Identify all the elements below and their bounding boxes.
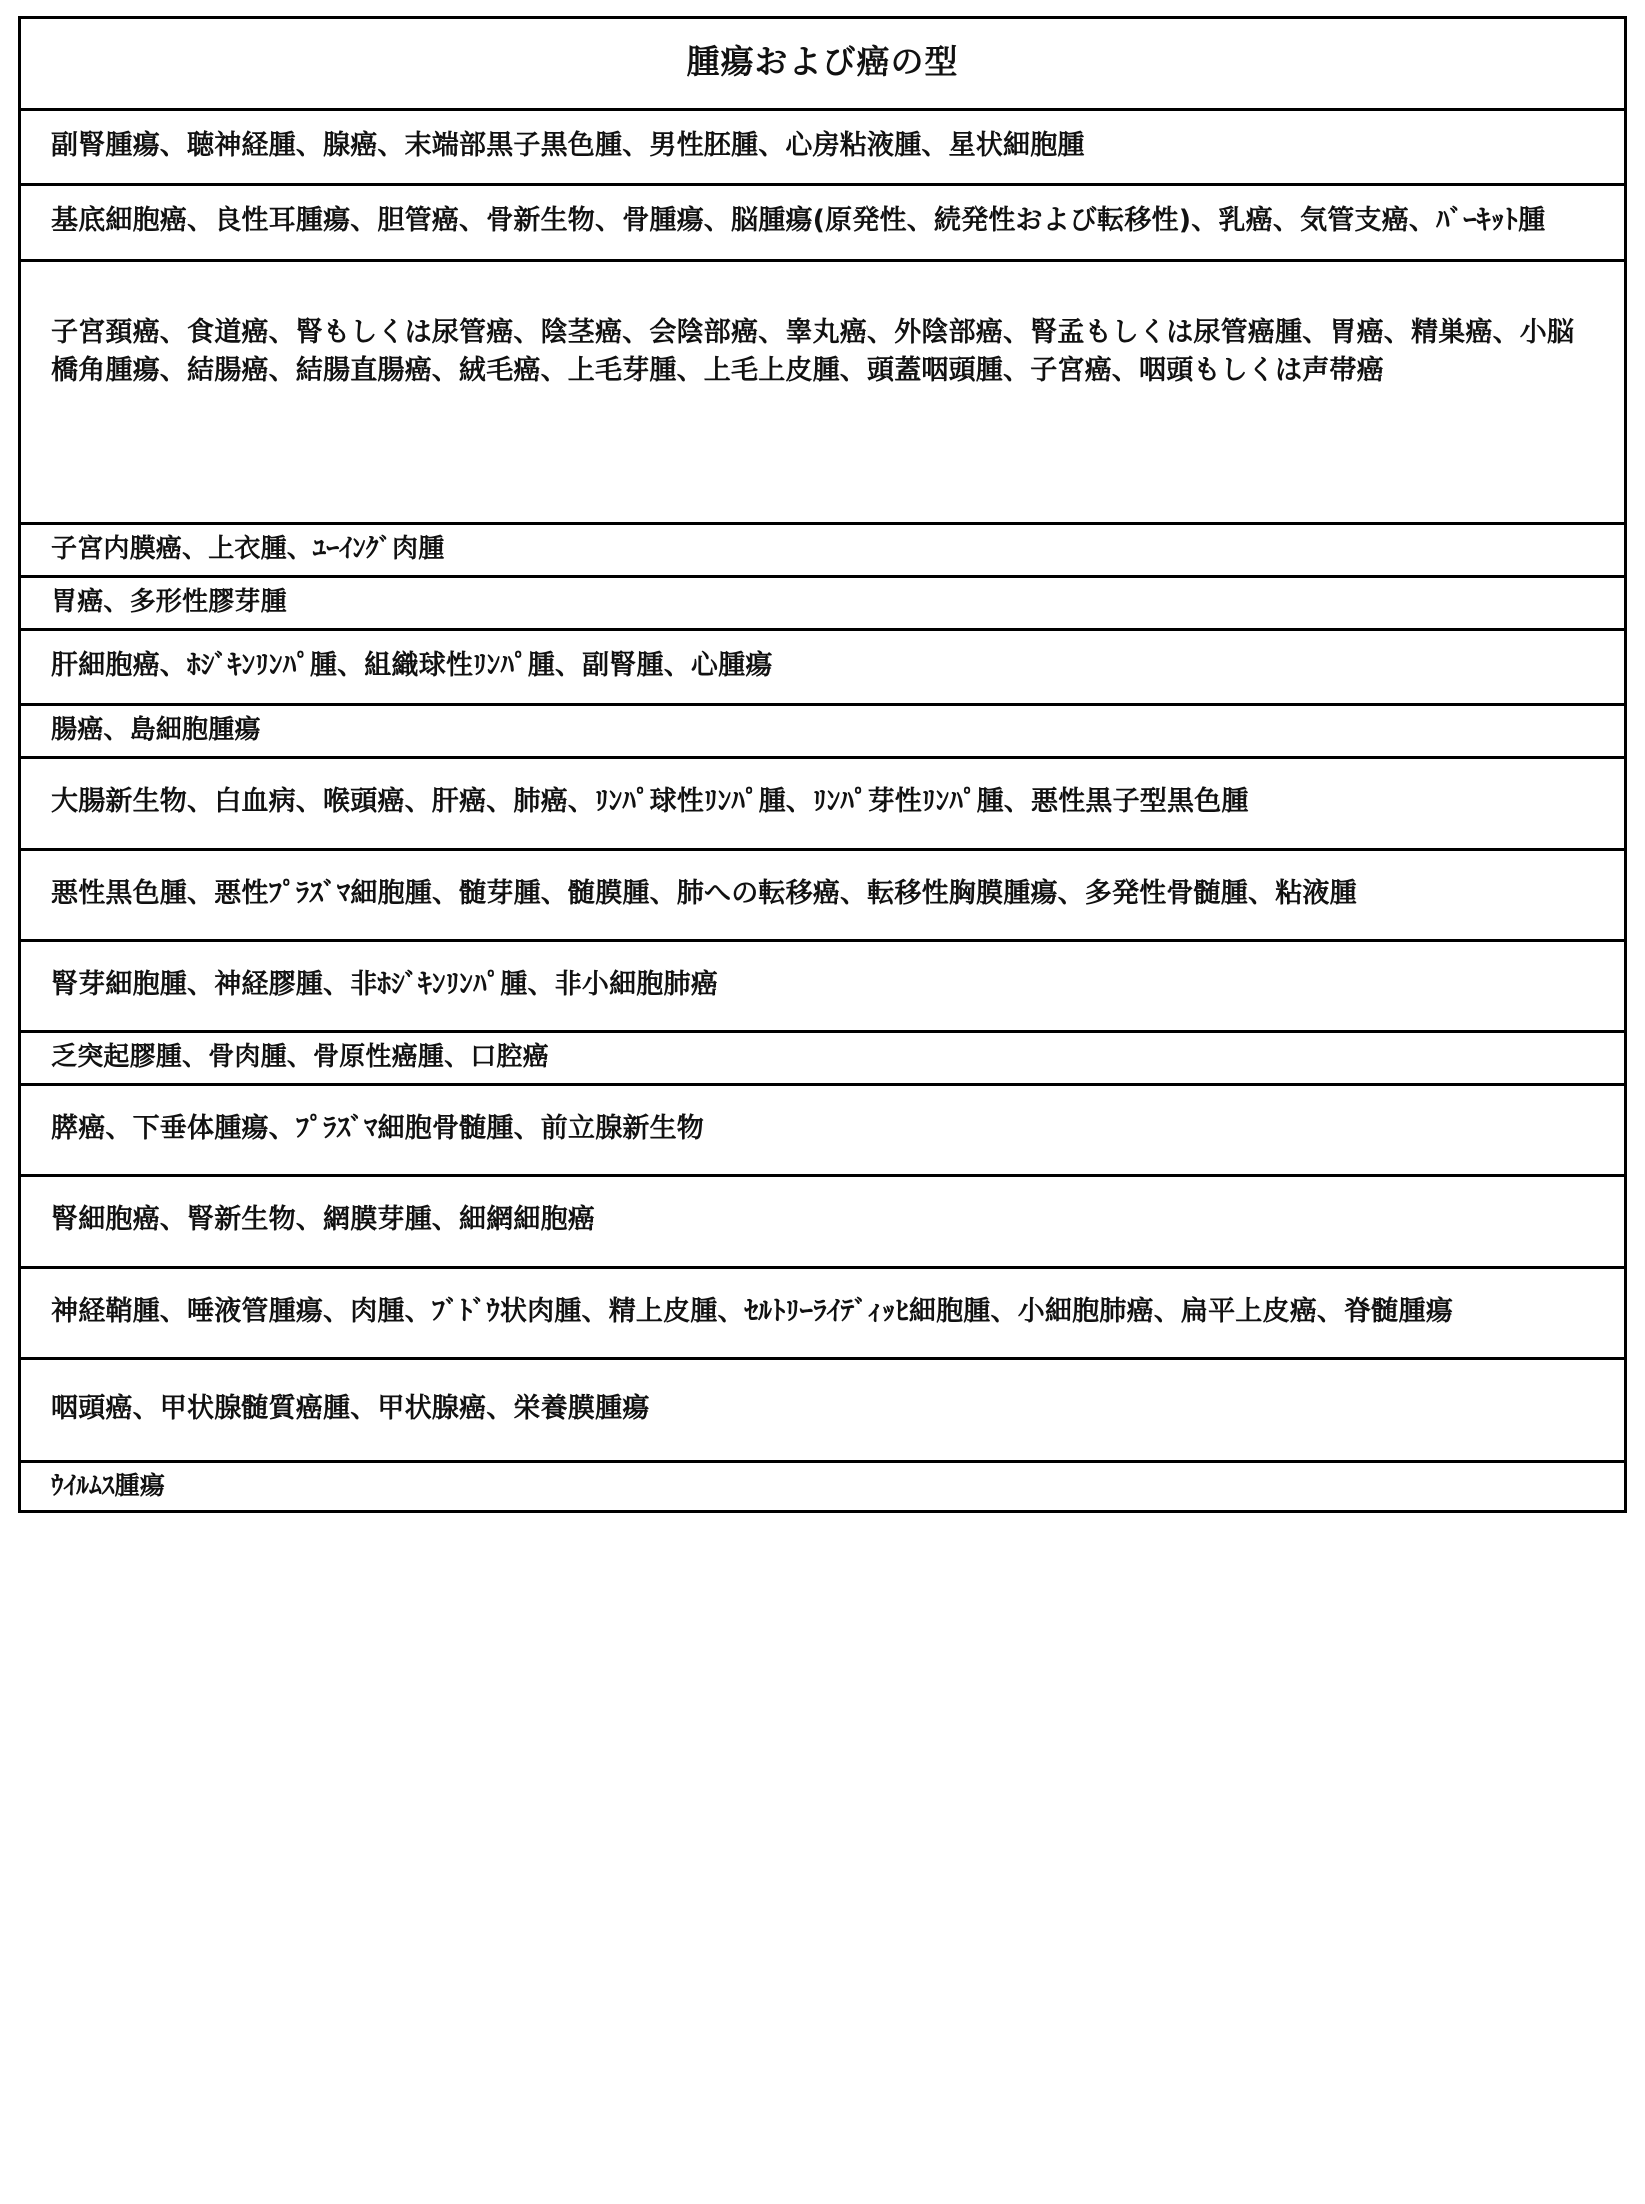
table-row (21, 262, 1624, 526)
table-cell-text: 副腎腫瘍、聴神経腫、腺癌、末端部黒子黒色腫、男性胚腫、心房粘液腫、星状細胞腫 (51, 129, 1085, 161)
table-row (21, 1360, 1624, 1463)
table-cell-text: 咽頭癌、甲状腺髄質癌腫、甲状腺癌、栄養膜腫瘍 (51, 1393, 650, 1425)
table-cell-text: 膵癌、下垂体腫瘍、ﾌﾟﾗｽﾞﾏ細胞骨髄腫、前立腺新生物 (51, 1113, 704, 1145)
table-cell-text: 乏突起膠腫、骨肉腫、骨原性癌腫、口腔癌 (51, 1042, 549, 1073)
table-row (21, 631, 1624, 706)
table-cell-text: 悪性黒色腫、悪性ﾌﾟﾗｽﾞﾏ細胞腫、髄芽腫、髄膜腫、肺への転移癌、転移性胸膜腫瘍、多発性骨髄腫、粘液腫 (51, 877, 1357, 909)
table-row (21, 111, 1624, 186)
table-row (21, 1463, 1624, 1510)
table-cell-text: 神経鞘腫、唾液管腫瘍、肉腫、ﾌﾞﾄﾞｳ状肉腫、精上皮腫、ｾﾙﾄﾘｰﾗｲﾃﾞｨｯﾋ細胞腫、小細胞肺癌、扁平上皮癌、脊髄腫瘍 (51, 1295, 1453, 1327)
table-row (21, 851, 1624, 942)
table-cell-text: 腎芽細胞腫、神経膠腫、非ﾎｼﾞｷﾝﾘﾝﾊﾟ腫、非小細胞肺癌 (51, 968, 718, 1000)
table-body (20, 18, 1626, 1512)
table-row (21, 1269, 1624, 1360)
table-row (21, 186, 1624, 261)
table-row (21, 706, 1624, 759)
table-row (21, 525, 1624, 578)
table-row (21, 578, 1624, 631)
table-cell-text: 腸癌、島細胞腫瘍 (51, 715, 261, 746)
table-row (21, 1177, 1624, 1268)
tumor-cancer-types-table (18, 16, 1627, 1513)
page-title: 腫瘍および癌の型 (686, 42, 959, 81)
table-cell-text: 大腸新生物、白血病、喉頭癌、肝癌、肺癌、ﾘﾝﾊﾟ球性ﾘﾝﾊﾟ腫、ﾘﾝﾊﾟ芽性ﾘﾝﾊﾟ腫、悪性黒子型黒色腫 (51, 786, 1249, 818)
table-cell-text: 腎細胞癌、腎新生物、網膜芽腫、細網細胞癌 (51, 1204, 595, 1236)
table-cell-text: 胃癌、多形性膠芽腫 (51, 587, 287, 618)
table-cell-text: 子宮頚癌、食道癌、腎もしくは尿管癌、陰茎癌、会陰部癌、睾丸癌、外陰部癌、腎孟もしくは尿管癌腫、胃癌、精巣癌、小脳橋角腫瘍、結腸癌、結腸直腸癌、絨毛癌、上毛芽腫、上毛上皮腫、頭蓋咽頭腫、子宮癌、咽頭もしくは声帯癌 (51, 316, 1575, 386)
table-row (21, 1086, 1624, 1177)
table-row (21, 1033, 1624, 1086)
table-title-row (21, 19, 1624, 111)
table-row (21, 942, 1624, 1033)
table-cell-text: 基底細胞癌、良性耳腫瘍、胆管癌、骨新生物、骨腫瘍、脳腫瘍(原発性、続発性および転移性)、乳癌、気管支癌、ﾊﾞｰｷｯﾄ腫 (51, 205, 1546, 237)
table-cell-text: 肝細胞癌、ﾎｼﾞｷﾝﾘﾝﾊﾟ腫、組織球性ﾘﾝﾊﾟ腫、副腎腫、心腫瘍 (51, 649, 773, 681)
table-cell-text: ｳｲﾙﾑｽ腫瘍 (51, 1471, 165, 1501)
table-cell-text: 子宮内膜癌、上衣腫、ﾕｰｲﾝｸﾞ肉腫 (51, 534, 445, 565)
table-row (21, 759, 1624, 850)
